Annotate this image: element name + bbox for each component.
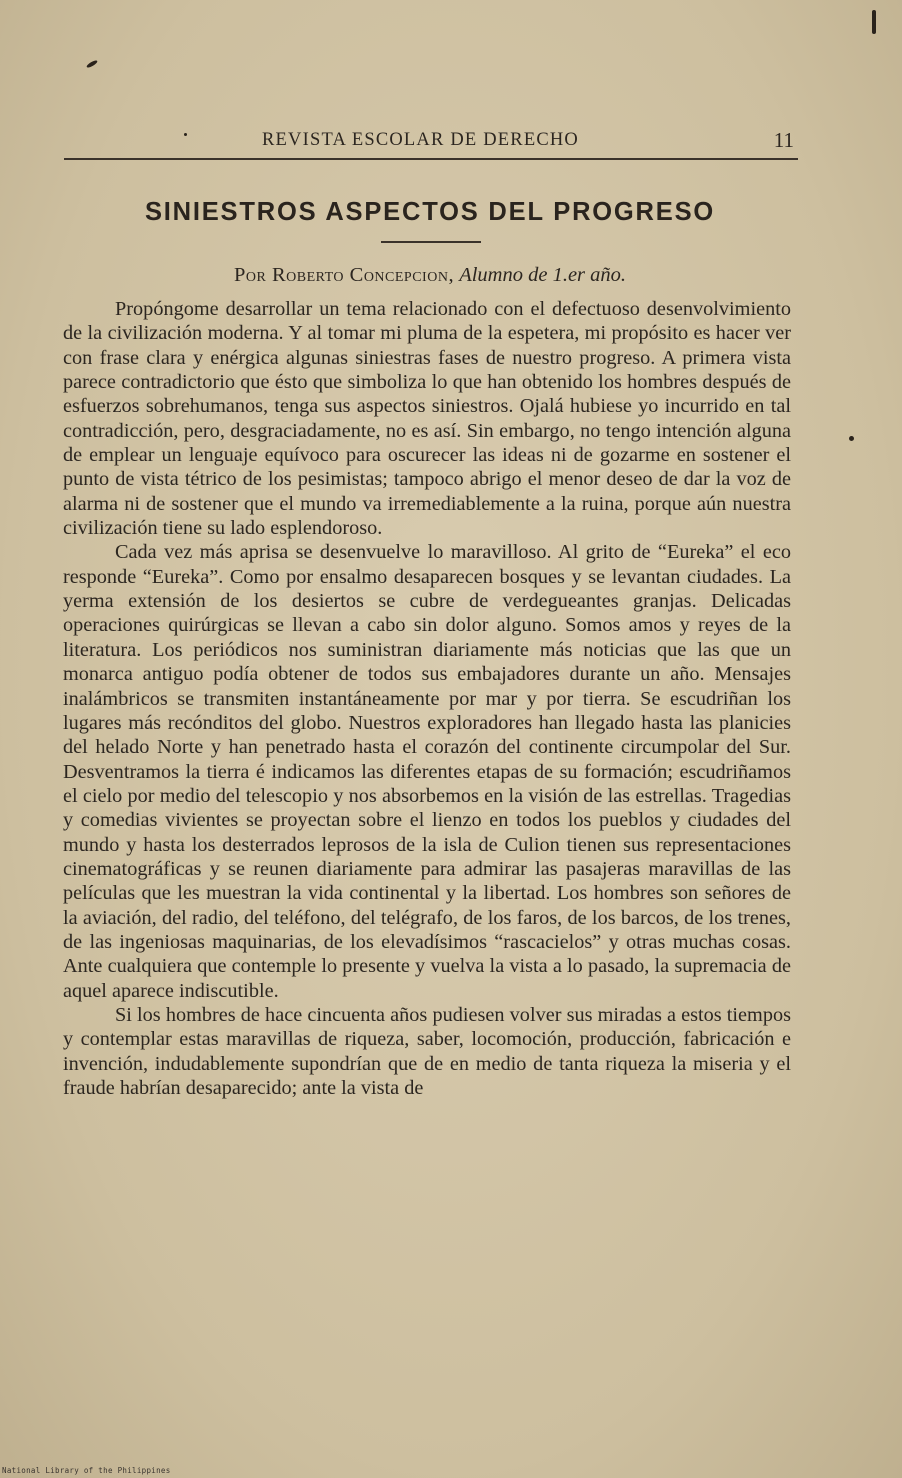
running-header bbox=[62, 128, 802, 154]
paper-speck bbox=[86, 59, 98, 68]
byline bbox=[60, 264, 800, 287]
journal-title: REVISTA ESCOLAR DE DERECHO bbox=[262, 130, 579, 150]
header-rule bbox=[64, 158, 798, 160]
paragraph-3: Si los hombres de hace cincuenta años pudiesen volver sus miradas a estos tiempos y contemplar estas maravillas de riqueza, saber, locomoción, producción, fabricación e invención, indudablemente supondrían que de en medio de tanta riqueza la miseria y el fraude habrían desaparecido; ante la vista de bbox=[63, 1003, 791, 1099]
paragraph-2: Cada vez más aprisa se desenvuelve lo maravilloso. Al grito de “Eureka” el eco responde “Eureka”. Como por ensalmo desaparecen bosques y se levantan ciudades. La yerma extensión de los desiertos se cubre de verdegueantes granjas. Delicadas operaciones quirúrgicas se llevan a cabo sin dolor alguno. Somos amos y reyes de la literatura. Los periódicos nos suministran diariamente más noticias que las que un monarca antiguo podía obtener de todos sus embajadores durante un año. Mensajes inalámbricos se transmiten instantáneamente por mar y por tierra. Se escudriñan los lugares más recónditos del globo. Nuestros exploradores han llegado hasta las planicies del helado Norte y han penetrado hasta el corazón del continente circumpolar del Sur. Desventramos la tierra é indicamos las diferentes etapas de su formación; escudriñamos el cielo por medio del telescopio y nos absorbemos en la visión de las estrellas. Tragedias y comedias vivientes se proyectan sobre el lienzo en todos los pueblos y ciudades del mundo y hasta los desterrados leprosos de la isla de Culion tienen sus representaciones cinematográficas y se reunen diariamente para admirar las pasajeras maravillas de las películas que les muestran la vida continental y la libertad. Los hombres son señores de la aviación, del radio, del teléfono, del telégrafo, de los faros, de los barcos, de los trenes, de las ingeniosas maquinarias, de los elevadísimos “rascacielos” y otras muchas cosas. Ante cualquiera que contemple lo presente y vuelva la vista a lo pasado, la supremacia de aquel aparece indiscutible. bbox=[63, 541, 791, 1002]
paper-speck bbox=[872, 10, 876, 34]
byline-role: Alumno de 1.er año. bbox=[459, 264, 627, 286]
library-credit: National Library of the Philippines bbox=[2, 1466, 171, 1475]
paper-speck bbox=[184, 133, 187, 136]
byline-author: Por Roberto Concepcion, bbox=[233, 264, 455, 286]
title-rule bbox=[381, 241, 481, 243]
paper-speck bbox=[849, 436, 854, 441]
paragraph-1: Propóngome desarrollar un tema relacionado con el defectuoso desenvolvimiento de la civilización moderna. Y al tomar mi pluma de la espetera, mi propósito es hacer ver con frase clara y enérgica algunas siniestras fases de nuestro progreso. A primera vista parece contradictorio que ésto que simboliza lo que han obtenido los hombres después de esfuerzos sobrehumanos, tenga sus aspectos siniestros. Ojalá hubiese yo incurrido en tal contradicción, pero, desgraciadamente, no es así. Sin embargo, no tengo intención alguna de emplear un lenguaje equívoco para oscurecer las ideas ni de gozarme en sostener el punto de vista tétrico de los pesimistas; tampoco abrigo el menor deseo de dar la voz de alarma ni de sostener que el mundo va irremediablemente a la ruina, porque aún nuestra civilización tiene su lado esplendoroso. bbox=[63, 298, 791, 540]
article-title: SINIESTROS ASPECTOS DEL PROGRESO bbox=[144, 198, 716, 226]
article-body bbox=[63, 297, 791, 1100]
page-number: 11 bbox=[773, 128, 794, 152]
